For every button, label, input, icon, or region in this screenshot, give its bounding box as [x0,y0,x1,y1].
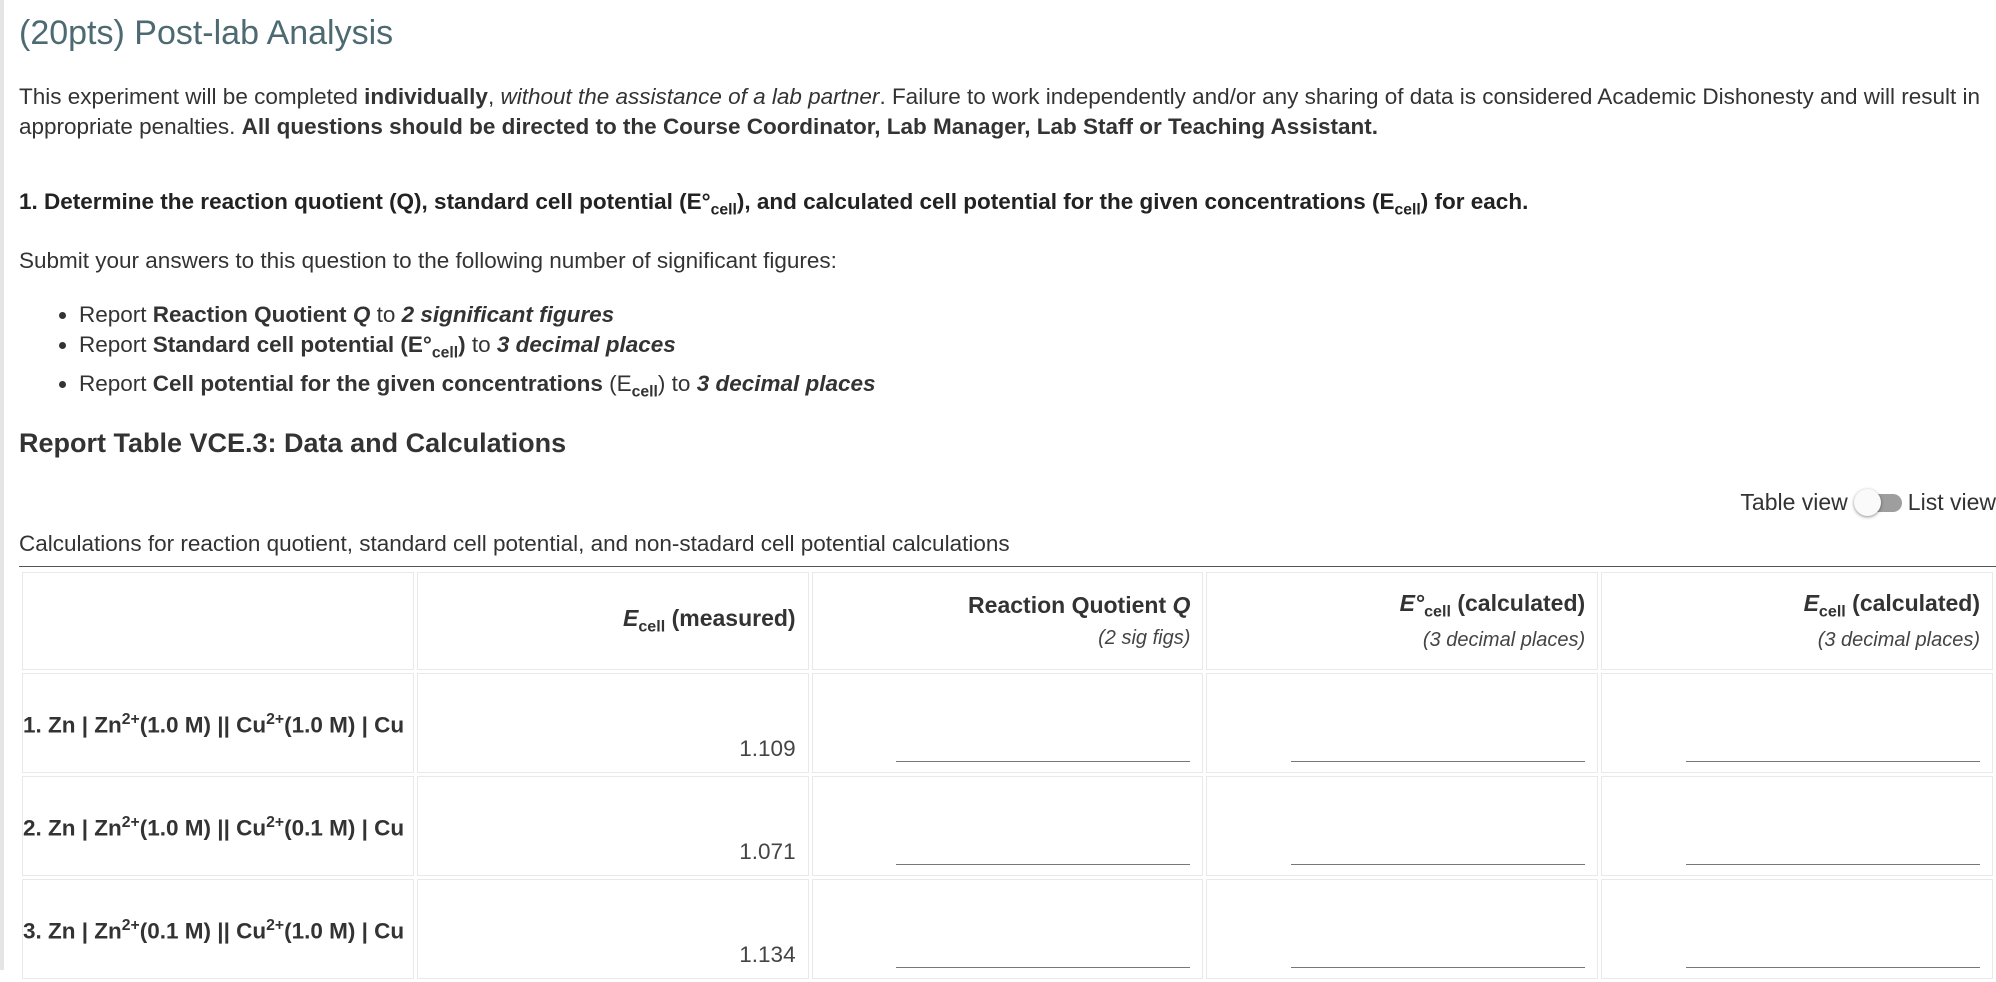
bullet-report: Report [79,302,153,327]
reaction-quotient-input[interactable] [896,834,1190,865]
cell-potential-input[interactable] [1686,731,1980,762]
report-table [19,569,1996,982]
bullet-name-end: ) [458,332,466,357]
question-1 [19,189,1528,220]
reaction-quotient-input[interactable] [896,731,1190,762]
row-label [22,673,414,773]
header-empty [22,572,414,670]
cell-text: (0.1 M) | Cu [284,815,405,841]
bullet-report: Report [79,332,153,357]
table-header-row [22,572,1993,670]
bullet-name: Cell potential for the given concentrations [152,370,603,396]
cell-sup: 2+ [121,814,140,832]
list-view-label[interactable]: List view [1907,488,1996,515]
q1-part-b: ), and calculated cell potential for the given concentrations (E [736,189,1395,214]
e0-cell [1206,673,1598,773]
cell-sup: 2+ [266,711,285,729]
bullet-precision: 3 decimal places [696,370,876,396]
bullet-sub: cell [431,344,459,362]
table-caption: Calculations for reaction quotient, standard cell potential, and non-stadard cell potential calculations [19,531,1010,556]
list-item [79,300,876,330]
list-item [79,330,876,369]
ecell-cell [1601,879,1993,979]
cell-text: 3. Zn | Zn [23,918,122,944]
table-row [22,776,1993,876]
table-row [22,673,1993,773]
q-cell [812,879,1204,979]
cell-sup: 2+ [266,917,285,935]
intro-comma: , [487,84,501,109]
view-switch[interactable] [1854,487,1904,517]
measured-value: 1.134 [417,879,809,979]
std-cell-potential-input[interactable] [1291,834,1585,865]
intro-without-partner: without the assistance of a lab partner [500,84,880,109]
cell-text: 1. Zn | Zn [23,712,122,738]
header-sub: cell [638,617,666,636]
header-text: Reaction Quotient [968,592,1173,618]
q1-sub-1: cell [710,201,737,219]
header-ecell-calculated [1601,572,1993,670]
left-border [0,0,4,970]
bullet-precision: 2 significant figures [401,302,615,327]
table-title: Report Table VCE.3: Data and Calculations [19,428,567,458]
sig-fig-list [19,300,876,407]
ecell-cell [1601,673,1993,773]
header-ecell-measured [417,572,809,670]
bullet-paren: (E [602,370,632,396]
header-e: E [623,605,639,632]
bullet-precision: 3 decimal places [496,332,676,357]
bullet-var: Q [352,302,371,327]
measured-value: 1.109 [417,673,809,773]
header-text: (calculated) [1450,589,1586,616]
header-e: E [1803,589,1819,616]
bullet-to: to [465,332,497,357]
row-label [22,879,414,979]
cell-sup: 2+ [121,917,140,935]
ecell-cell [1601,776,1993,876]
bullet-to: to [370,302,402,327]
header-std-cell-potential [1206,572,1598,670]
cell-potential-input[interactable] [1686,834,1980,865]
bullet-report: Report [79,370,153,396]
header-var: Q [1172,592,1191,618]
cell-sup: 2+ [266,814,285,832]
page-title: (20pts) Post-lab Analysis [19,14,394,52]
table-view-label[interactable]: Table view [1740,488,1848,515]
std-cell-potential-input[interactable] [1291,731,1585,762]
cell-sup: 2+ [121,711,140,729]
intro-text-2: . Failure to work independently and/or any sharing of data is considered Academic Dishonesty and will result in appropriate penalties. [19,84,1981,139]
intro-paragraph [19,82,1989,142]
q-cell [812,673,1204,773]
q1-part-a: 1. Determine the reaction quotient (Q), standard cell potential (E° [19,189,711,214]
cell-text: (1.0 M) || Cu [139,712,267,738]
intro-contact-note: All questions should be directed to the Course Coordinator, Lab Manager, Lab Staff or Teaching Assistant. [241,114,1379,139]
reaction-quotient-input[interactable] [896,937,1190,968]
submit-instructions: Submit your answers to this question to the following number of significant figures: [19,248,837,273]
header-sub: cell [1818,602,1846,621]
bullet-name: Reaction Quotient [152,302,353,327]
intro-individually: individually [364,84,488,109]
cell-text: (1.0 M) | Cu [284,918,405,944]
header-note: (2 sig figs) [1098,627,1191,649]
std-cell-potential-input[interactable] [1291,937,1585,968]
cell-text: (0.1 M) || Cu [139,918,267,944]
header-note: (3 decimal places) [1817,629,1980,652]
bullet-sub: cell [631,383,658,400]
cell-potential-input[interactable] [1686,937,1980,968]
measured-value: 1.071 [417,776,809,876]
header-e: E° [1399,589,1425,616]
table-row [22,879,1993,979]
header-note: (3 decimal places) [1422,629,1586,652]
bullet-to: to [665,370,697,396]
row-label [22,776,414,876]
q1-part-c: ) for each. [1420,189,1529,214]
q-cell [812,776,1204,876]
view-toggle [1740,487,1996,517]
e0-cell [1206,776,1598,876]
header-text: (measured) [665,605,796,632]
caption-divider [19,566,1996,567]
cell-text: 2. Zn | Zn [23,815,122,841]
header-text: (calculated) [1845,589,1980,616]
intro-text: This experiment will be completed [19,84,365,109]
switch-knob [1854,489,1881,516]
e0-cell [1206,879,1598,979]
q1-sub-2: cell [1394,201,1421,219]
header-reaction-quotient [812,572,1204,670]
list-item [79,369,876,408]
bullet-paren-end: ) [657,370,666,396]
cell-text: (1.0 M) || Cu [139,815,267,841]
bullet-name: Standard cell potential (E° [152,332,432,357]
cell-text: (1.0 M) | Cu [284,712,405,738]
header-sub: cell [1424,602,1451,621]
